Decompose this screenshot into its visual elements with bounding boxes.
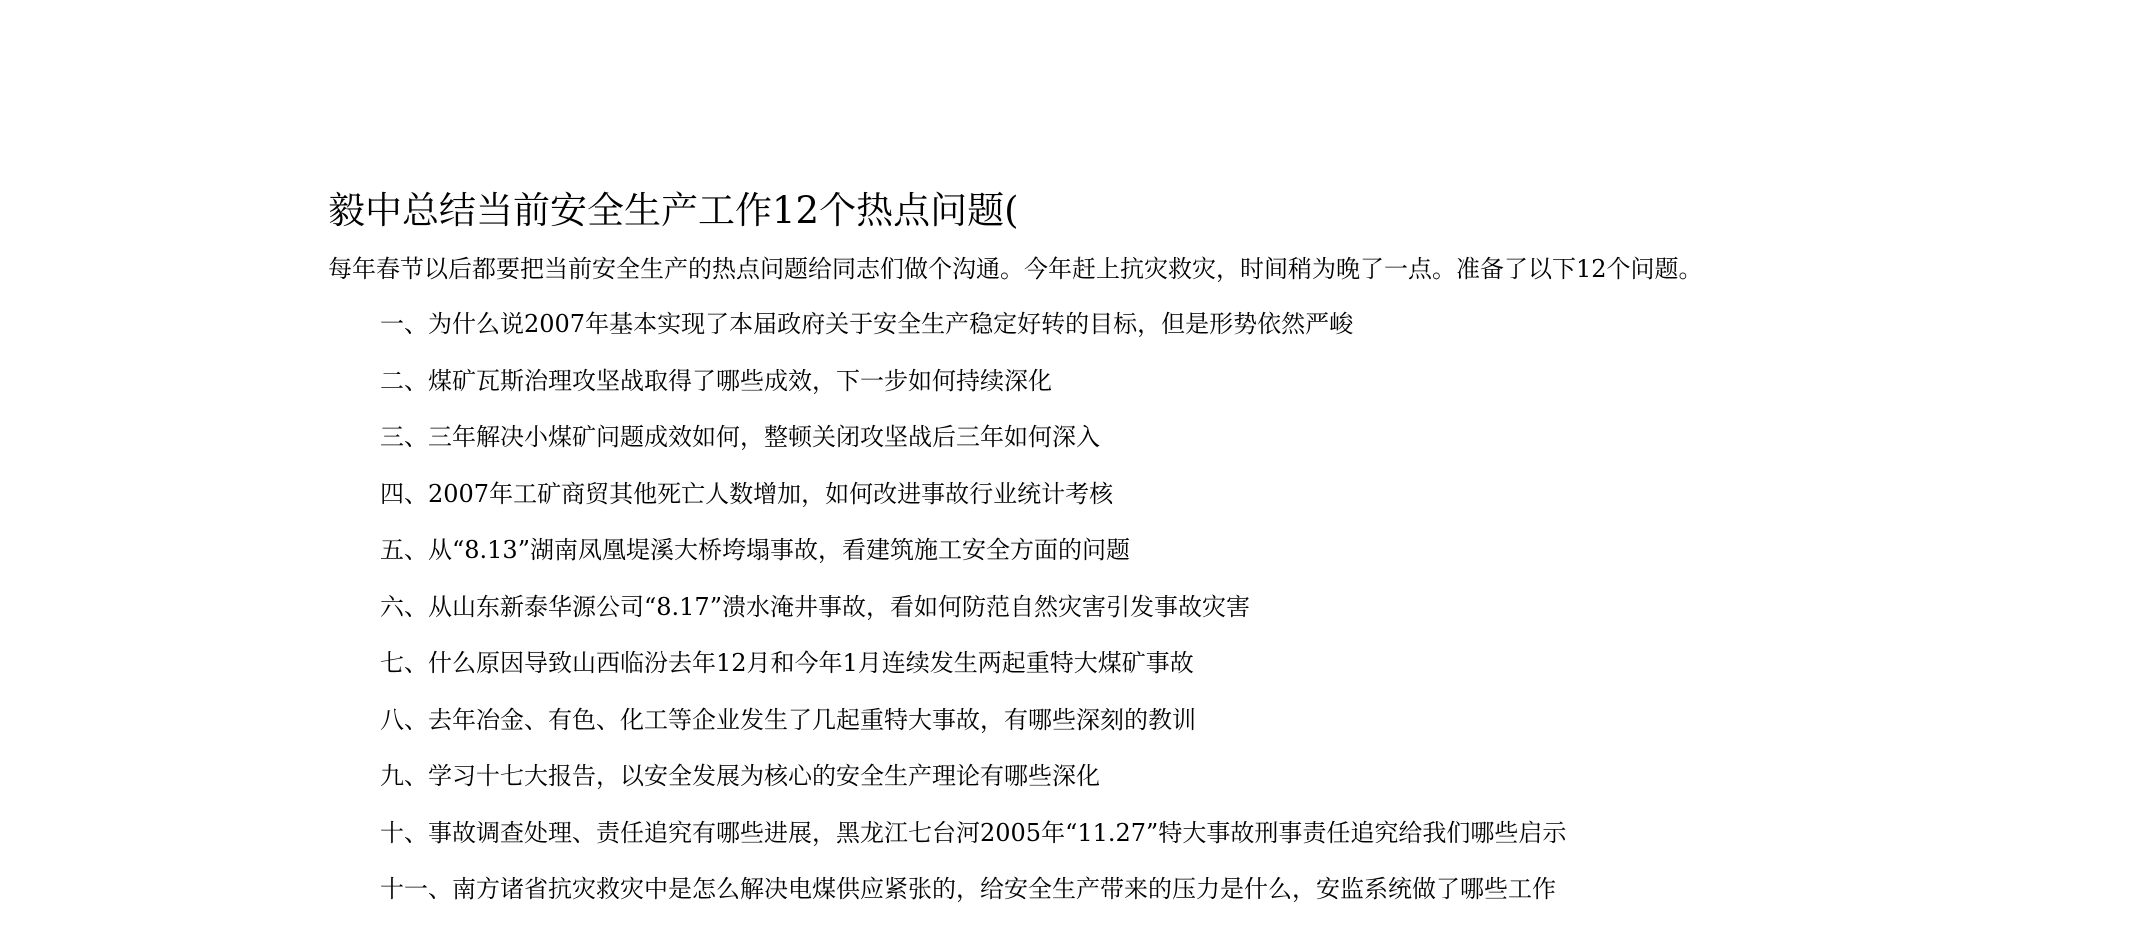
question-list bbox=[380, 307, 1566, 929]
list-item: 五、从“8.13”湖南凤凰堤溪大桥垮塌事故，看建筑施工安全方面的问题 bbox=[380, 536, 1130, 564]
intro-paragraph: 每年春节以后都要把当前安全生产的热点问题给同志们做个沟通。今年赶上抗灾救灾，时间稍为晚了一点。准备了以下12个问题。 bbox=[328, 255, 1703, 283]
list-item: 十一、南方诸省抗灾救灾中是怎么解决电煤供应紧张的，给安全生产带来的压力是什么，安监系统做了哪些工作 bbox=[380, 875, 1556, 903]
list-item: 二、煤矿瓦斯治理攻坚战取得了哪些成效，下一步如何持续深化 bbox=[380, 366, 1052, 395]
list-item: 七、什么原因导致山西临汾去年12月和今年1月连续发生两起重特大煤矿事故 bbox=[380, 649, 1194, 677]
list-item: 九、学习十七大报告，以安全发展为核心的安全生产理论有哪些深化 bbox=[380, 762, 1100, 790]
list-item: 八、去年冶金、有色、化工等企业发生了几起重特大事故，有哪些深刻的教训 bbox=[380, 705, 1196, 734]
list-item: 三、三年解决小煤矿问题成效如何，整顿关闭攻坚战后三年如何深入 bbox=[380, 423, 1100, 451]
list-item: 六、从山东新泰华源公司“8.17”溃水淹井事故，看如何防范自然灾害引发事故灾害 bbox=[380, 592, 1250, 621]
list-item: 十、事故调查处理、责任追究有哪些进展，黑龙江七台河2005年“11.27”特大事故刑事责任追究给我们哪些启示 bbox=[380, 818, 1567, 847]
list-item: 一、为什么说2007年基本实现了本届政府关于安全生产稳定好转的目标，但是形势依然严峻 bbox=[380, 310, 1354, 338]
list-item: 四、2007年工矿商贸其他死亡人数增加，如何改进事故行业统计考核 bbox=[380, 479, 1114, 508]
document-title: 毅中总结当前安全生产工作12个热点问题( bbox=[328, 189, 1019, 232]
